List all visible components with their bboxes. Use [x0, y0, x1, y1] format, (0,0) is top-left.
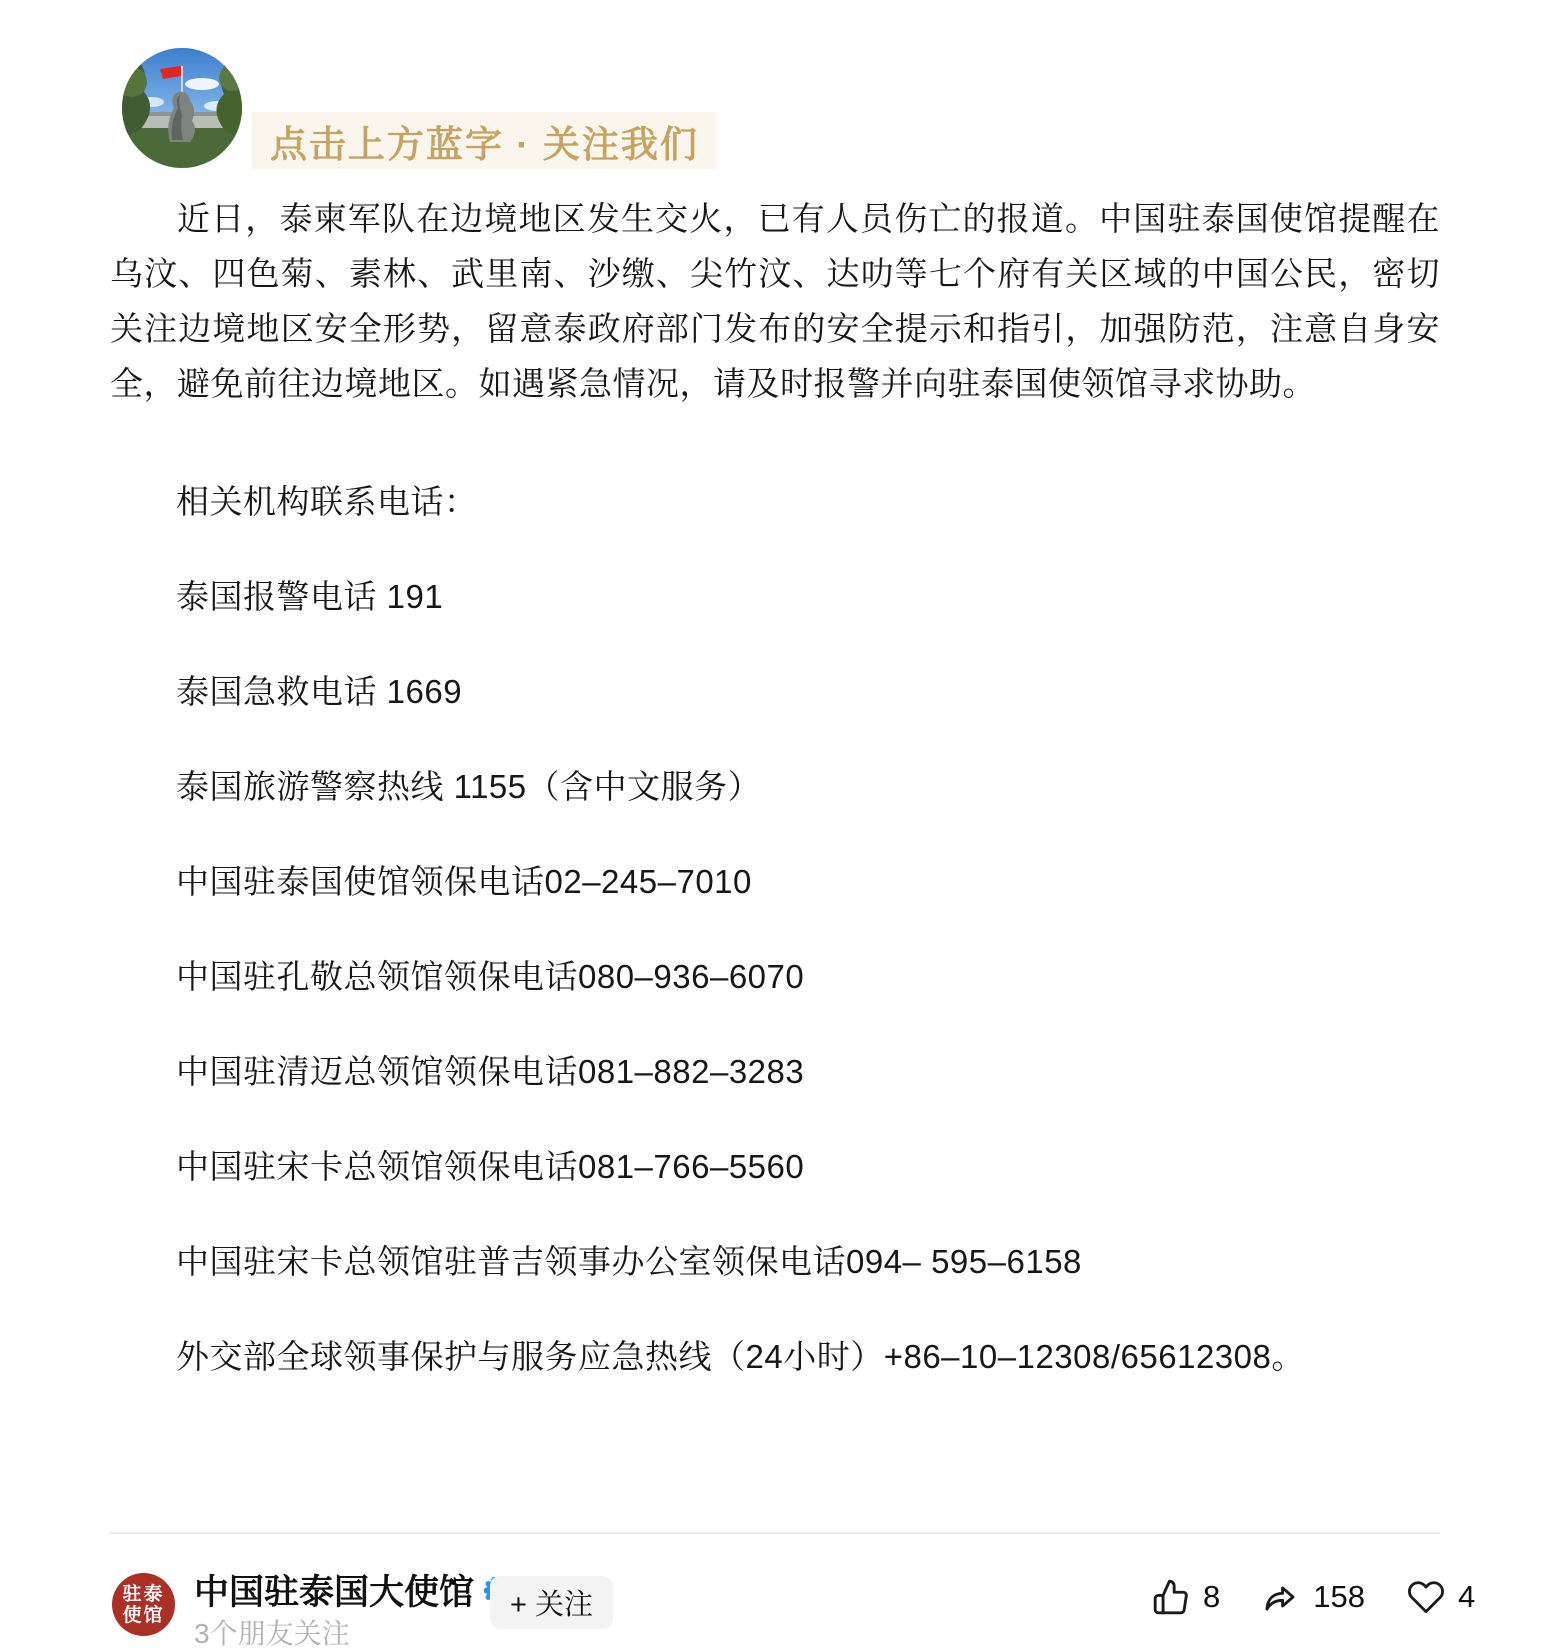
follow-button-label: + 关注 [510, 1589, 593, 1621]
actions-row [1152, 1578, 1475, 1616]
contact-line: 外交部全球领事保护与服务应急热线（24小时）+86–10–12308/65612308。 [176, 1338, 1305, 1375]
contact-line: 中国驻泰国使馆领保电话02–245–7010 [176, 863, 752, 900]
follow-button[interactable] [490, 1576, 613, 1629]
heart-icon[interactable] [1407, 1578, 1445, 1616]
profile-avatar-photo[interactable] [122, 48, 242, 168]
account-row [194, 1565, 511, 1615]
embassy-photo-illustration [122, 48, 242, 168]
heart-action[interactable] [1407, 1578, 1475, 1616]
contact-line: 泰国急救电话 1669 [176, 673, 463, 710]
account-name[interactable]: 中国驻泰国大使馆 [194, 1573, 475, 1612]
share-count: 158 [1313, 1579, 1365, 1614]
account-avatar-text: 使馆 [122, 1604, 165, 1626]
thumbs-up-icon[interactable] [1152, 1578, 1190, 1616]
contact-heading: 相关机构联系电话： [176, 483, 478, 520]
share-arrow-icon[interactable] [1262, 1578, 1300, 1616]
followers-note: 3个朋友关注 [194, 1618, 350, 1649]
contact-line: 泰国旅游警察热线 1155（含中文服务） [176, 768, 762, 805]
follow-banner-text: 点击上方蓝字 · 关注我们 [270, 123, 699, 165]
account-avatar[interactable] [112, 1573, 175, 1636]
follow-banner [252, 112, 717, 169]
footer-divider [110, 1532, 1440, 1534]
share-action[interactable] [1262, 1578, 1365, 1616]
lead-paragraph: 近日，泰柬军队在边境地区发生交火，已有人员伤亡的报道。中国驻泰国使馆提醒在乌汶、四色菊、素林、武里南、沙缴、尖竹汶、达叻等七个府有关区域的中国公民，密切关注边境地区安全形势，留意泰政府部门发布的安全提示和指引，加强防范，注意自身安全，避免前往边境地区。如遇紧急情况，请及时报警并向驻泰国使领馆寻求协助。 [110, 200, 1440, 402]
account-avatar-text: 驻泰 [122, 1583, 165, 1605]
contact-line: 中国驻宋卡总领馆驻普吉领事办公室领保电话094– 595–6158 [176, 1243, 1082, 1280]
article-body [110, 191, 1440, 1431]
contact-line: 中国驻孔敬总领馆领保电话080–936–6070 [176, 958, 805, 995]
contact-line: 泰国报警电话 191 [176, 578, 444, 615]
contact-line: 中国驻宋卡总领馆领保电话081–766–5560 [176, 1148, 805, 1185]
contact-line: 中国驻清迈总领馆领保电话081–882–3283 [176, 1053, 805, 1090]
like-action[interactable] [1152, 1578, 1220, 1616]
like-count: 8 [1203, 1579, 1221, 1614]
heart-count: 4 [1457, 1579, 1476, 1614]
